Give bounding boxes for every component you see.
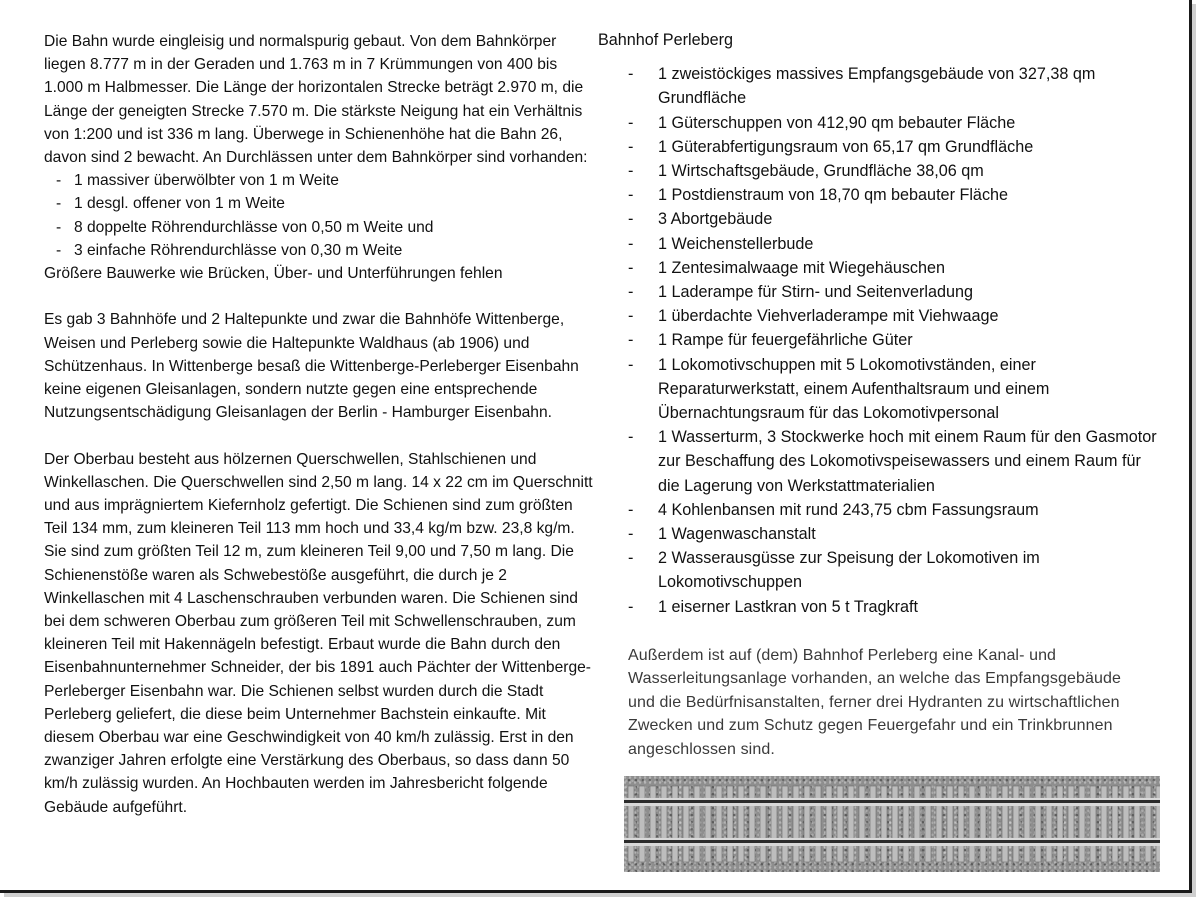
paragraph-stations: Es gab 3 Bahnhöfe und 2 Haltepunkte und zwar die Bahnhöfe Wittenberge, Weisen und Perleberg sowie die Haltepunkte Waldhaus (ab 1906) und Schützenhaus. In Wittenberge besaß die Wittenberge-Perleberger Eisenbahn keine eigenen Gleisanlagen, sondern nutzte gegen eine entsprechende Nutzungsentschädigung Gleisanlagen der Berlin - Hamburger Eisenbahn.	[44, 311, 579, 422]
sleeper	[991, 786, 997, 862]
building-text: 1 Güterabfertigungsraum von 65,17 qm Grundfläche	[658, 137, 1034, 156]
sleeper	[837, 786, 843, 862]
building-text: 1 Weichenstellerbude	[658, 234, 814, 253]
paragraph-superstructure: Der Oberbau besteht aus hölzernen Querschwellen, Stahlschienen und Winkellaschen. Die Querschwellen sind 2,50 m lang. 14 x 22 cm im Querschnitt und aus imprägniertem Kiefernholz gefertigt. Die Schienen sind zum größten Teil 134 mm, zum kleineren Teil 113 mm hoch und 33,4 kg/m bzw. 23,8 kg/m. Sie sind zum größten Teil 12 m, zum kleineren Teil 9,00 und 7,50 m lang. Die Schienenstöße waren als Schwebestöße ausgeführt, die durch je 2 Winkellaschen mit 4 Laschenschrauben verbunden waren. Die Schienen sind bei dem schweren Oberbau zum größeren Teil mit Schwellenschrauben, zum kleineren Teil mit Hakennägeln befestigt. Erbaut wurde die Bahn durch den Eisenbahnunternehmer Schneider, der bis 1891 auch Pächter der Wittenberge-Perleberger Eisenbahn war. Die Schienen selbst wurden durch die Stadt Perleberg geliefert, die diese beim Unternehmer Bachstein einkaufte. Mit diesem Oberbau war eine Geschwindigkeit von 40 km/h zulässig. Erst in den zwanziger Jahren erfolgte eine Verstärkung des Oberbaus, so dass dann 50 km/h zulässig wurden. An Hochbauten werden im Jahresbericht folgende Gebäude aufgeführt.	[44, 450, 593, 816]
building-text: 1 Rampe für feuergefährliche Güter	[658, 331, 913, 350]
sleeper	[958, 786, 964, 862]
sleeper	[1002, 786, 1008, 862]
sleeper	[969, 786, 975, 862]
sleeper	[793, 786, 799, 862]
left-column	[44, 30, 600, 819]
list-marker: -	[628, 162, 634, 181]
list-marker: -	[628, 331, 634, 350]
sleeper	[892, 786, 898, 862]
sleeper	[815, 786, 821, 862]
right-column	[598, 28, 1164, 619]
list-marker: -	[628, 258, 634, 277]
sleeper	[881, 786, 887, 862]
culvert-item: - 1 massiver überwölbter von 1 m Weite	[44, 169, 600, 192]
culvert-item: - 8 doppelte Röhrendurchlässe von 0,50 m Weite und	[44, 216, 600, 239]
building-item	[598, 353, 1164, 426]
sleeper	[1156, 786, 1160, 862]
sleeper	[672, 786, 678, 862]
building-text: 1 Wasserturm, 3 Stockwerke hoch mit einem Raum für den Gasmotor zur Beschaffung des Lokomotivspeisewassers und einem Raum für die Lagerung von Werkstattmaterialien	[658, 428, 1157, 495]
building-text: 1 Laderampe für Stirn- und Seitenverladung	[658, 283, 973, 302]
sleeper	[628, 786, 634, 862]
rail-edge	[624, 840, 1160, 843]
sleeper	[1145, 786, 1151, 862]
building-item	[598, 183, 1164, 207]
building-text: 4 Kohlenbansen mit rund 243,75 cbm Fassungsraum	[658, 500, 1039, 519]
railway-track-image	[624, 776, 1160, 872]
list-marker: -	[628, 428, 634, 447]
sleeper	[1101, 786, 1107, 862]
building-text: 3 Abortgebäude	[658, 210, 773, 229]
list-marker: -	[628, 186, 634, 205]
building-item	[598, 280, 1164, 304]
building-item	[598, 595, 1164, 619]
building-text: 1 zweistöckiges massives Empfangsgebäude von 327,38 qm Grundfläche	[658, 65, 1096, 108]
building-item	[598, 328, 1164, 352]
sleeper	[771, 786, 777, 862]
sleeper	[1112, 786, 1118, 862]
sleeper	[1123, 786, 1129, 862]
sleeper	[980, 786, 986, 862]
building-item	[598, 425, 1164, 498]
sleeper	[738, 786, 744, 862]
building-item	[598, 522, 1164, 546]
building-item	[598, 111, 1164, 135]
sleeper	[1068, 786, 1074, 862]
list-marker: -	[628, 525, 634, 544]
list-marker: -	[628, 283, 634, 302]
building-text: 2 Wasserausgüsse zur Speisung der Lokomotiven im Lokomotivschuppen	[658, 549, 1040, 592]
sleeper	[716, 786, 722, 862]
sleeper	[1079, 786, 1085, 862]
sleeper	[804, 786, 810, 862]
building-list	[598, 62, 1164, 619]
list-marker: -	[628, 210, 634, 229]
culvert-item: - 3 einfache Röhrendurchlässe von 0,30 m Weite	[44, 239, 600, 262]
building-item	[598, 159, 1164, 183]
list-marker: -	[628, 113, 634, 132]
sleeper	[705, 786, 711, 862]
culvert-item: - 1 desgl. offener von 1 m Weite	[44, 192, 600, 215]
building-text: 1 Lokomotivschuppen mit 5 Lokomotivständen, einer Reparaturwerkstatt, einem Aufenthaltsraum und einem Übernachtungsraum für das Lokomotivpersonal	[658, 355, 1050, 423]
list-marker: -	[628, 65, 634, 84]
rail-edge	[624, 800, 1160, 803]
sleeper	[1046, 786, 1052, 862]
sleeper	[1134, 786, 1140, 862]
sleeper	[870, 786, 876, 862]
building-item	[598, 546, 1164, 594]
station-heading: Bahnhof Perleberg	[598, 31, 733, 49]
building-text: 1 Güterschuppen von 412,90 qm bebauter Fläche	[658, 113, 1016, 132]
building-text: 1 Zentesimalwaage mit Wiegehäuschen	[658, 258, 946, 277]
building-text: 1 Postdienstraum von 18,70 qm bebauter Fläche	[658, 186, 1009, 205]
building-item	[598, 498, 1164, 522]
sleeper	[749, 786, 755, 862]
sleeper	[1035, 786, 1041, 862]
sleeper	[826, 786, 832, 862]
sleeper	[1024, 786, 1030, 862]
building-text: 1 Wagenwaschanstalt	[658, 525, 816, 544]
list-marker: -	[628, 355, 634, 374]
list-marker: -	[628, 597, 634, 616]
building-item	[598, 256, 1164, 280]
sleeper	[936, 786, 942, 862]
sleeper	[683, 786, 689, 862]
sleeper	[650, 786, 656, 862]
paragraph-structures: Größere Bauwerke wie Brücken, Über- und Unterführungen fehlen	[44, 265, 503, 283]
sleeper	[760, 786, 766, 862]
sleeper	[1057, 786, 1063, 862]
sleeper	[947, 786, 953, 862]
list-marker: -	[628, 307, 634, 326]
sleeper	[925, 786, 931, 862]
building-text: 1 überdachte Viehverladerampe mit Viehwaage	[658, 307, 999, 326]
list-marker: -	[628, 234, 634, 253]
list-marker: -	[628, 500, 634, 519]
sleeper	[727, 786, 733, 862]
building-item	[598, 304, 1164, 328]
sleeper	[782, 786, 788, 862]
track-graphic	[624, 776, 1160, 872]
paragraph-track-geometry: Die Bahn wurde eingleisig und normalspurig gebaut. Von dem Bahnkörper liegen 8.777 m in der Geraden und 1.763 m in 7 Krümmungen von 400 bis 1.000 m Halbmesser. Die Länge der horizontalen Strecke beträgt 2.970 m, die Länge der geneigten Strecke 7.570 m. Die stärkste Neigung hat ein Verhältnis von 1:200 und ist 336 m lang. Überwege in Schienenhöhe hat die Bahn 26, davon sind 2 bewacht. An Durchlässen unter dem Bahnkörper sind vorhanden:	[44, 33, 588, 167]
sleeper	[1013, 786, 1019, 862]
building-item	[598, 135, 1164, 159]
sleeper	[661, 786, 667, 862]
building-item	[598, 62, 1164, 110]
sleeper	[639, 786, 645, 862]
list-marker: -	[628, 137, 634, 156]
building-text: 1 Wirtschaftsgebäude, Grundfläche 38,06 qm	[658, 162, 984, 181]
sleeper	[1090, 786, 1096, 862]
sleeper	[848, 786, 854, 862]
building-item	[598, 232, 1164, 256]
sleeper	[914, 786, 920, 862]
building-item	[598, 207, 1164, 231]
list-marker: -	[628, 549, 634, 568]
culvert-list	[44, 169, 600, 262]
sleeper	[694, 786, 700, 862]
sleeper	[859, 786, 865, 862]
sleeper	[903, 786, 909, 862]
building-text: 1 eiserner Lastkran von 5 t Tragkraft	[658, 597, 919, 616]
paragraph-water-supply: Außerdem ist auf (dem) Bahnhof Perleberg eine Kanal- und Wasserleitungsanlage vorhanden, an welche das Empfangsgebäude und die Bedürfnisanstalten, ferner drei Hydranten zu wirtschaftlichen Zwecken und zum Schutz gegen Feuergefahr und ein Trinkbrunnen angeschlossen sind.	[628, 647, 1121, 758]
